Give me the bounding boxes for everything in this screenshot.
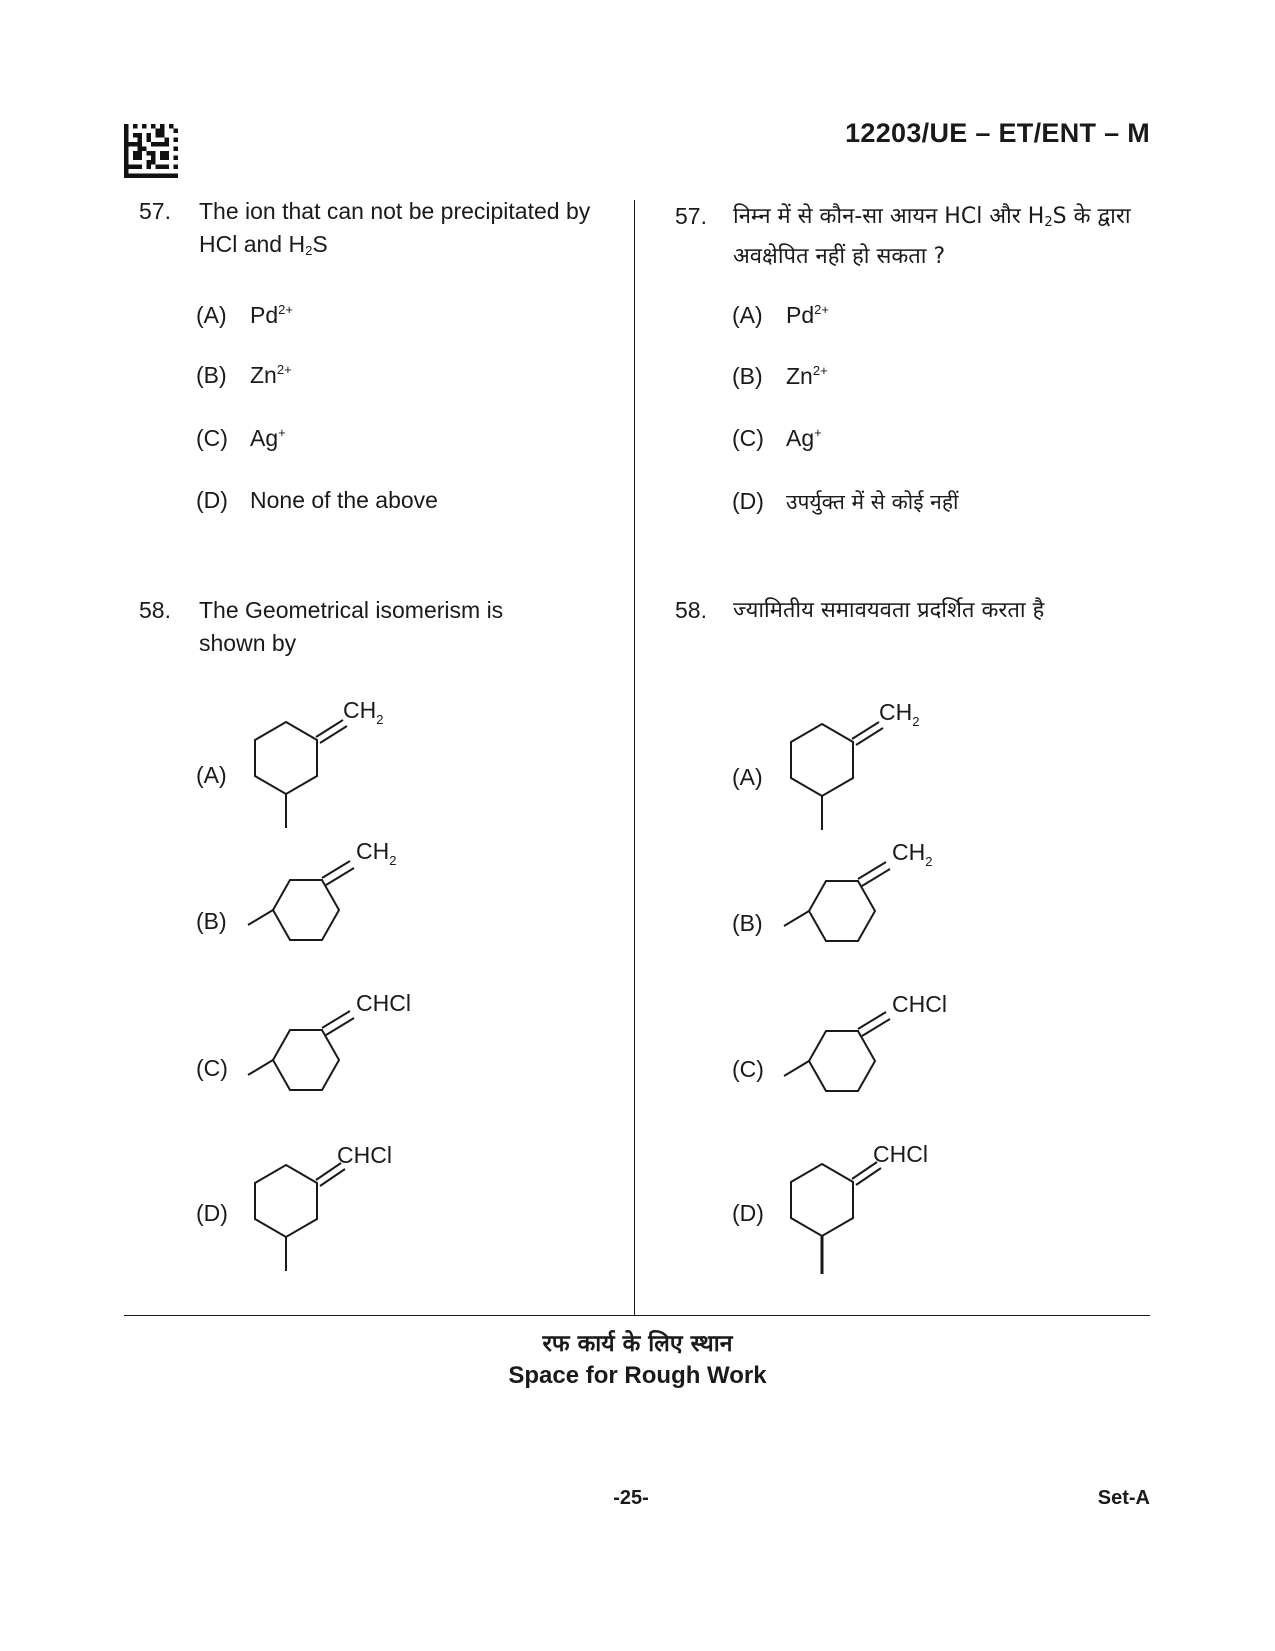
question-text-hindi: निम्न में से कौन-सा आयन HCl और $H_2S$ के द्वारा अवक्षेपित नहीं हो सकता ?: [733, 204, 1131, 269]
column-divider: [634, 200, 635, 1315]
option-b: (B) $Zn^{2+}$: [732, 363, 828, 389]
structure-d: [766, 1142, 966, 1277]
rough-work-label-hindi: रफ कार्य के लिए स्थान: [542, 1331, 733, 1357]
question-number: 57.: [139, 198, 171, 224]
group-label: $CH_2$: [892, 839, 933, 869]
option-c: (C) Ag+: [732, 425, 822, 451]
option-b-label: (B): [196, 908, 227, 934]
group-label: CHCl: [356, 990, 411, 1016]
structure-c: [230, 990, 430, 1100]
option-d: (D) उपर्युक्त में से कोई नहीं: [732, 488, 959, 514]
structure-b: [766, 841, 966, 951]
group-label: $CH_2$: [356, 838, 397, 868]
group-label: CHCl: [337, 1142, 392, 1168]
option-b-label: (B): [732, 910, 763, 936]
structure-a: [230, 697, 430, 830]
group-label: $CH_2$: [879, 699, 920, 729]
option-a: (A) $Pd^{2+}$: [732, 302, 829, 328]
question-text-hindi: ज्यामितीय समावयवता प्रदर्शित करता है: [733, 598, 1045, 623]
option-b: (B) $Zn^{2+}$: [196, 362, 292, 388]
question-text: The Geometrical isomerism is shown by: [199, 597, 504, 656]
group-label: CHCl: [892, 991, 947, 1017]
option-d-label: (D): [732, 1200, 764, 1226]
question-text: The ion that can not be precipitated by HCl and $H_2S$: [199, 198, 591, 258]
question-number: 58.: [139, 597, 171, 623]
group-label: CHCl: [873, 1141, 928, 1167]
rough-work-label: Space for Rough Work: [508, 1362, 767, 1389]
page-number: -25-: [613, 1487, 649, 1509]
set-label: Set-A: [1097, 1487, 1150, 1509]
option-c-label: (C): [732, 1056, 764, 1082]
option-c: (C) Ag+: [196, 425, 286, 451]
group-label: $CH_2$: [343, 697, 384, 727]
option-d-label: (D): [196, 1200, 228, 1226]
structure-a: [766, 699, 966, 832]
paper-code: 12203/UE – ET/ENT – M: [845, 118, 1150, 148]
structure-c: [766, 991, 966, 1101]
structure-d: [230, 1143, 430, 1273]
option-a-label: (A): [196, 762, 227, 788]
rough-work-divider: [124, 1315, 1150, 1316]
option-a-label: (A): [732, 764, 763, 790]
question-number: 57.: [675, 203, 707, 229]
structure-b: [230, 840, 430, 950]
qr-code: [124, 124, 178, 178]
question-number: 58.: [675, 597, 707, 623]
option-c-label: (C): [196, 1055, 228, 1081]
option-a: (A) $Pd^{2+}$: [196, 302, 293, 328]
option-d: (D) None of the above: [196, 487, 438, 513]
